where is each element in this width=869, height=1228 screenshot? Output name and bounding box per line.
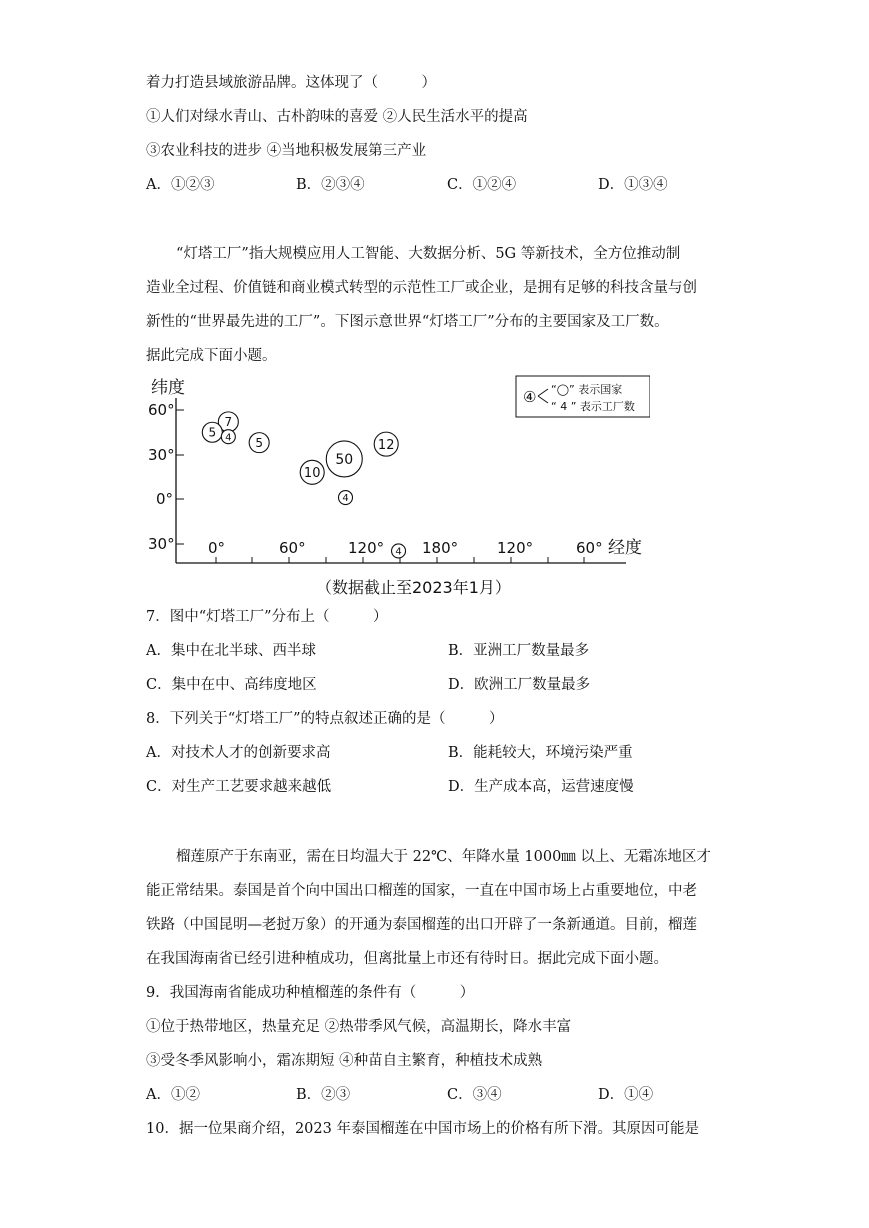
q6-option-c: C．①②④	[447, 177, 517, 193]
q7-stem: 7．图中“灯塔工厂”分布上（ ）	[146, 609, 388, 625]
q6-stem-tail: 着力打造县域旅游品牌。这体现了（ ）	[146, 75, 436, 91]
y-tick-label: 30°	[148, 535, 175, 553]
x-tick-label: 0°	[208, 539, 226, 557]
q10-stem: 10．据一位果商介绍，2023 年泰国榴莲在中国市场上的价格有所下滑。其原因可能是	[146, 1121, 699, 1137]
x-tick-label: 120°	[497, 539, 534, 557]
chart-legend	[516, 376, 650, 417]
data-points	[202, 412, 405, 558]
y-tick-label: 60°	[148, 401, 175, 419]
q6-option-a: A．①②③	[146, 177, 215, 193]
legend-marker: ④	[523, 388, 537, 406]
y-axis-label: 纬度	[151, 378, 185, 398]
q6-option-d: D．①③④	[598, 177, 668, 193]
factory-count-label: 12	[377, 437, 395, 453]
factory-count-label: 5	[208, 425, 217, 440]
factory-count-label: 5	[255, 435, 263, 450]
factory-count-label: 10	[303, 465, 321, 481]
passage2-line: 能正常结果。泰国是首个向中国出口榴莲的国家，一直在中国市场上占重要地位，中老	[146, 883, 697, 899]
q7-option-c: C．集中在中、高纬度地区	[146, 677, 317, 693]
passage2-line: 榴莲原产于东南亚，需在日均温大于 22℃、年降水量 1000㎜ 以上、无霜冻地区才	[176, 849, 711, 865]
q7-option-b: B．亚洲工厂数量最多	[448, 643, 590, 659]
y-tick-label: 30°	[148, 446, 175, 464]
q6-statements-line2: ③农业科技的进步 ④当地积极发展第三产业	[146, 143, 427, 159]
q8-option-d: D．生产成本高，运营速度慢	[448, 779, 634, 795]
factory-count-label: 4	[225, 432, 232, 444]
q9-option-c: C．③④	[447, 1087, 502, 1103]
passage2-line: 在我国海南省已经引进种植成功，但离批量上市还有待时日。据此完成下面小题。	[146, 951, 668, 967]
x-axis-label: 经度	[608, 538, 642, 558]
passage1-line: 造业全过程、价值链和商业模式转型的示范性工厂或企业，是拥有足够的科技含量与创	[146, 280, 697, 296]
q6-option-b: B．②③④	[296, 177, 365, 193]
q9-statements-line1: ①位于热带地区，热量充足 ②热带季风气候，高温期长，降水丰富	[146, 1019, 572, 1035]
x-tick-label: 60°	[576, 539, 603, 557]
lighthouse-factory-chart	[146, 373, 650, 600]
q8-stem: 8．下列关于“灯塔工厂”的特点叙述正确的是（ ）	[146, 711, 504, 727]
q9-option-b: B．②③	[296, 1087, 351, 1103]
factory-count-label: 7	[224, 415, 233, 430]
q7-option-a: A．集中在北半球、西半球	[146, 643, 316, 659]
q9-stem: 9．我国海南省能成功种植榴莲的条件有（ ）	[146, 985, 475, 1001]
passage2-line: 铁路（中国昆明—老挝万象）的开通为泰国榴莲的出口开辟了一条新通道。目前，榴莲	[146, 917, 697, 933]
passage1-line: 新性的“世界最先进的工厂”。下图示意世界“灯塔工厂”分布的主要国家及工厂数。	[146, 314, 669, 330]
q8-option-c: C．对生产工艺要求越来越低	[146, 779, 332, 795]
q8-option-a: A．对技术人才的创新要求高	[146, 745, 331, 761]
q9-option-d: D．①④	[598, 1087, 654, 1103]
y-ticks	[148, 401, 184, 553]
q7-option-d: D．欧洲工厂数量最多	[448, 677, 591, 693]
x-tick-label: 60°	[279, 539, 306, 557]
factory-count-label: 50	[335, 451, 354, 468]
passage1-line: “灯塔工厂”指大规模应用人工智能、大数据分析、5G 等新技术，全方位推动制	[176, 246, 681, 262]
q6-statements-line1: ①人们对绿水青山、古朴韵味的喜爱 ②人民生活水平的提高	[146, 109, 528, 125]
x-tick-label: 180°	[422, 539, 459, 557]
passage1-line: 据此完成下面小题。	[146, 348, 277, 364]
chart-caption: （数据截止至2023年1月）	[316, 578, 511, 597]
q9-statements-line2: ③受冬季风影响小，霜冻期短 ④种苗自主繁育，种植技术成熟	[146, 1053, 543, 1069]
q8-option-b: B．能耗较大，环境污染严重	[448, 745, 633, 761]
legend-count-text: “ 4 ” 表示工厂数	[551, 400, 635, 413]
factory-count-label: 4	[395, 546, 402, 558]
factory-count-label: 4	[342, 493, 349, 505]
q9-option-a: A．①②	[146, 1087, 200, 1103]
y-tick-label: 0°	[156, 490, 174, 508]
legend-country-text: “◯” 表示国家	[551, 383, 623, 396]
x-tick-label: 120°	[348, 539, 385, 557]
